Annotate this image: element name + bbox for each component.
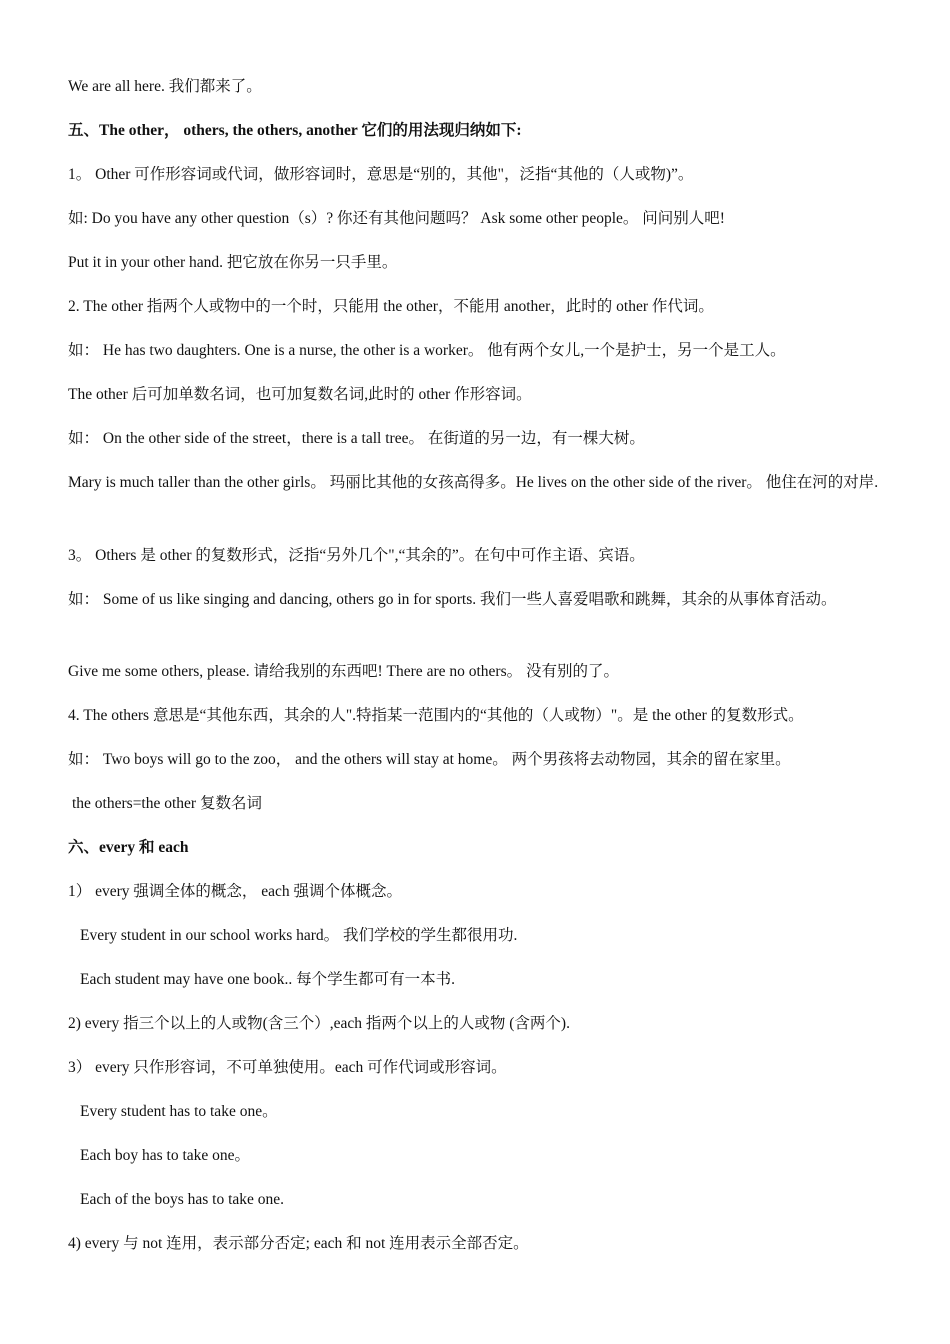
text-line: The other 后可加单数名词，也可加复数名词,此时的 other 作形容词。 bbox=[68, 386, 532, 403]
text-line: 如： On the other side of the street，there is a tall tree。 在街道的另一边，有一棵大树。 bbox=[68, 430, 645, 447]
text-line: 1） every 强调全体的概念， each 强调个体概念。 bbox=[68, 883, 403, 900]
text-line: the others=the other 复数名词 bbox=[72, 795, 262, 812]
text-line: 如： Two boys will go to the zoo， and the others will stay at home。 两个男孩将去动物园，其余的留在家里。 bbox=[68, 751, 791, 768]
text-line: 3） every 只作形容词，不可单独使用。each 可作代词或形容词。 bbox=[68, 1059, 507, 1076]
text-paragraph: Mary is much taller than the other girls。 玛丽比其他的女孩高得多。He lives on the other side of the river。 他住在河的对岸. bbox=[68, 474, 879, 491]
text-line: 如： He has two daughters. One is a nurse, the other is a worker。 他有两个女儿,一个是护士，另一个是工人。 bbox=[68, 342, 786, 359]
example-line: Every student in our school works hard。 我们学校的学生都很用功. bbox=[80, 927, 518, 944]
text-line: 3。 Others 是 other 的复数形式，泛指“另外几个",“其余的”。在句中可作主语、宾语。 bbox=[68, 547, 645, 564]
example-line: Every student has to take one。 bbox=[80, 1103, 278, 1120]
text-line: 如: Do you have any other question（s）? 你还有其他问题吗？ Ask some other people。 问问别人吧! bbox=[68, 210, 725, 227]
text-line: Give me some others, please. 请给我别的东西吧! There are no others。 没有别的了。 bbox=[68, 663, 619, 680]
example-line: Each boy has to take one。 bbox=[80, 1147, 251, 1164]
section-heading-five: 五、The other， others, the others, another 它们的用法现归纳如下: bbox=[68, 122, 522, 139]
text-line: Put it in your other hand. 把它放在你另一只手里。 bbox=[68, 254, 398, 271]
text-line: 如： Some of us like singing and dancing, others go in for sports. 我们一些人喜爱唱歌和跳舞，其余的从事体育活动。 bbox=[68, 591, 837, 608]
example-line: Each student may have one book.. 每个学生都可有一本书. bbox=[80, 971, 455, 988]
text-line: 2. The other 指两个人或物中的一个时，只能用 the other，不能用 another，此时的 other 作代词。 bbox=[68, 298, 714, 315]
text-line: 1。 Other 可作形容词或代词，做形容词时，意思是“别的，其他"，泛指“其他的（人或物)”。 bbox=[68, 166, 694, 183]
text-line: 4) every 与 not 连用，表示部分否定; each 和 not 连用表示全部否定。 bbox=[68, 1235, 529, 1252]
section-heading-six: 六、every 和 each bbox=[68, 839, 189, 856]
text-line: We are all here. 我们都来了。 bbox=[68, 78, 262, 95]
text-line: 2) every 指三个以上的人或物(含三个）,each 指两个以上的人或物 (含两个). bbox=[68, 1015, 570, 1032]
example-line: Each of the boys has to take one. bbox=[80, 1191, 285, 1208]
text-line: 4. The others 意思是“其他东西，其余的人".特指某一范围内的“其他的（人或物）"。是 the other 的复数形式。 bbox=[68, 707, 804, 724]
